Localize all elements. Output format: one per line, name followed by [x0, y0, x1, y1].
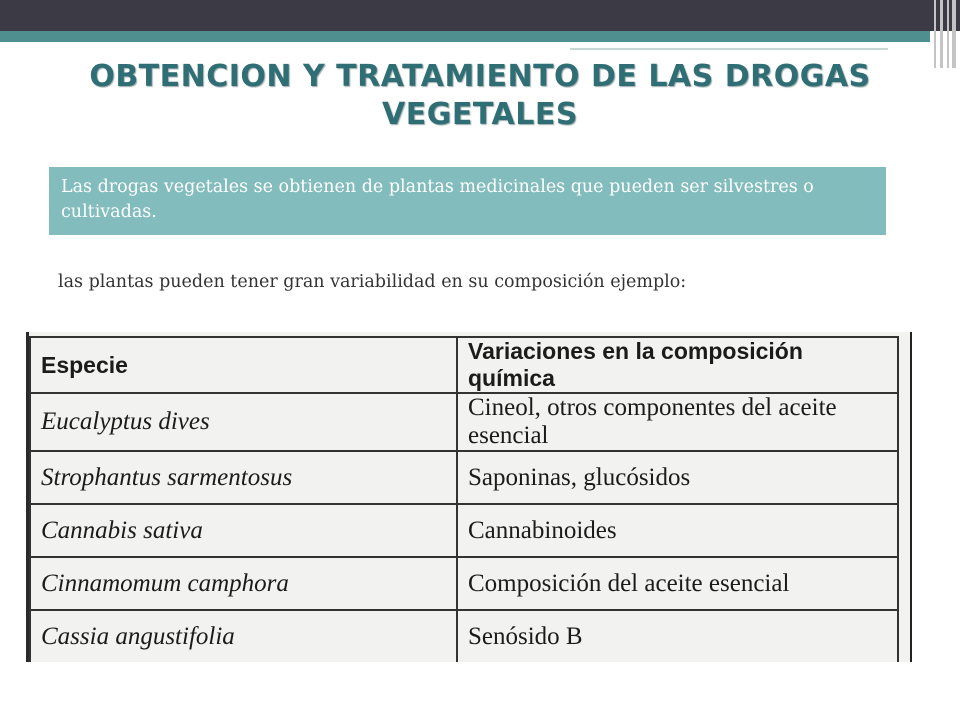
table-row	[30, 504, 898, 557]
table-right-edge	[910, 332, 912, 662]
variation-cell: Cineol, otros componentes del aceite esencial	[457, 393, 898, 451]
variation-cell: Senósido B	[457, 610, 898, 662]
side-decoration	[934, 0, 956, 68]
scanned-table-image	[26, 332, 912, 662]
composition-table	[29, 336, 899, 662]
species-cell: Cassia angustifolia	[30, 610, 457, 662]
variation-cell: Composición del aceite esencial	[457, 557, 898, 610]
species-cell: Cannabis sativa	[30, 504, 457, 557]
species-cell: Eucalyptus dives	[30, 393, 457, 451]
top-dark-bar	[0, 0, 960, 31]
top-accent-line	[570, 48, 888, 50]
variation-cell: Cannabinoides	[457, 504, 898, 557]
table-row	[30, 451, 898, 504]
callout-box: Las drogas vegetales se obtienen de plantas medicinales que pueden ser silvestres o cultivadas.	[49, 167, 886, 235]
slide-title: OBTENCION Y TRATAMIENTO DE LAS DROGAS VEGETALES	[89, 59, 871, 132]
table-row	[30, 393, 898, 451]
species-cell: Cinnamomum camphora	[30, 557, 457, 610]
top-teal-bar	[0, 31, 930, 42]
table-row	[30, 557, 898, 610]
variation-cell: Saponinas, glucósidos	[457, 451, 898, 504]
species-cell: Strophantus sarmentosus	[30, 451, 457, 504]
table-row	[30, 610, 898, 662]
header-variaciones: Variaciones en la composición química	[457, 337, 898, 393]
intro-text: las plantas pueden tener gran variabilidad en su composición ejemplo:	[58, 272, 687, 292]
table-header-row	[30, 337, 898, 393]
header-especie: Especie	[30, 337, 457, 393]
